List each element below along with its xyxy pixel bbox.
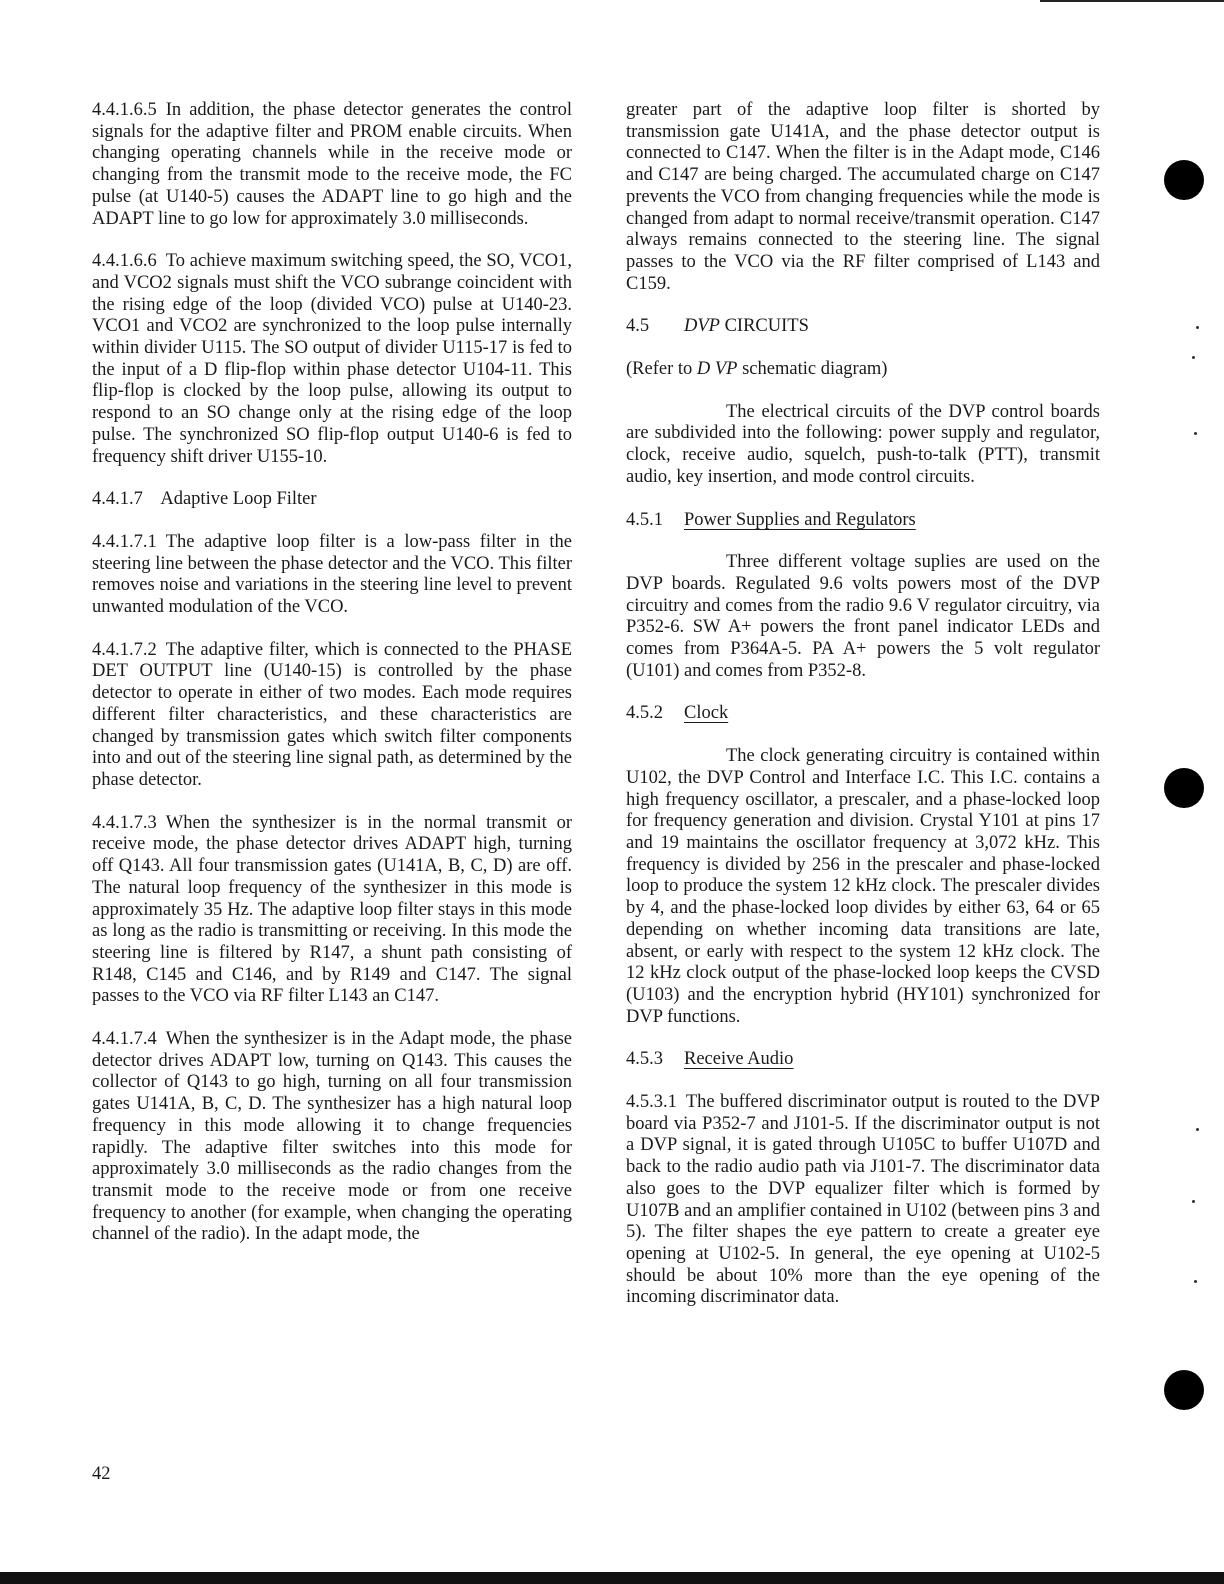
paragraph-number: 4.4.1.7.1 [92, 531, 157, 552]
paragraph-4-4-1-7-3 [92, 813, 572, 1008]
heading-number: 4.5 [626, 316, 650, 337]
scan-speck [1192, 356, 1195, 359]
paragraph-4-5-3-1 [626, 1092, 1100, 1309]
paragraph-body: the steering line between the phase detector and the VCO. This filter removes noise and variations in the steering line level to prevent unwanted modulation of the VCO. [92, 531, 572, 618]
scan-speck [1196, 1128, 1199, 1131]
heading-text: Clock [684, 703, 729, 724]
page-number: 42 [92, 1464, 111, 1484]
punch-hole-bottom [1164, 1370, 1204, 1410]
heading-number: 4.5.3 [626, 1049, 663, 1070]
paragraph-first-line: The buffered discriminator output is routed to [685, 1092, 1030, 1113]
punch-hole-top [1164, 160, 1204, 200]
paragraph-first-line: When the synthesizer is in the Adapt mode, [165, 1029, 496, 1050]
paragraph-continuation: greater part of the adaptive loop filter is shorted by transmission gate U141A, and the phase detector output is connected to C147. When the filter is in the Adapt mode, C146 and C147 are being charged. The accumulated charge on C147 prevents the VCO from changing frequencies while the mode is changed from adapt to normal receive/transmit operation. C147 always remains connected to the steering line. The signal passes to the VCO via the RF filter comprised of L143 and C159. [626, 100, 1100, 294]
paragraph-body: control signals for the adaptive filter and PROM enable circuits. When changing operating channels while in the receive mode or changing from the transmit mode to the receive mode, the FC pulse (at U140-5) causes the ADAPT line to go high and the ADAPT line to go low for approximately 3.0 milliseconds. [92, 100, 572, 229]
paragraph-first-line: In addition, the phase detector generates the [165, 100, 512, 120]
paragraph-4-5-2: The clock generating circuitry is contained within U102, the DVP Control and Interface I.C. This I.C. contains a high frequency oscillator, a prescaler, and a phase-locked loop for frequency generation and division. Crystal Y101 at pins 17 and 19 maintains the oscillator frequency at 3,072 kHz. This frequency is divided by 256 in the prescaler and phase-locked loop to produce the system 12 kHz clock. The prescaler divides by 4, and the phase-locked loop divides by either 63, 64 or 65 depending on whether incoming data transitions are late, absent, or early with respect to the system 12 kHz clock. The 12 kHz clock output of the phase-locked loop keeps the CVSD (U103) and the encryption hybrid (HY101) synchronized for DVP functions. [626, 746, 1100, 1027]
paragraph-4-4-1-7-4 [92, 1029, 572, 1246]
paragraph-first-line: To achieve maximum switching speed, the [165, 251, 482, 272]
paragraph-body: the DVP board via P352-7 and J101-5. If the discriminator output is not a DVP signal, it is gated through U105C to buffer U107D and back to the radio audio path via J101-7. The discriminator data also goes to the DVP equalizer filter which is formed by U107B and an amplifier contained in U102 (between pins 3 and 5). The filter shapes the eye pattern to create a greater eye opening at U102-5. In general, the eye opening at U102-5 should be about 10% more than the eye opening of the incoming discriminator data. [626, 1092, 1100, 1308]
paragraph-first-line: The adaptive filter, which is connected to the [165, 639, 508, 660]
heading-number: 4.5.1 [626, 509, 663, 530]
paragraph-first-line: When the synthesizer is in the normal [165, 812, 477, 833]
subheading-dvp: D VP [696, 359, 738, 380]
subheading-text-a: (Refer to [626, 359, 697, 380]
scan-speck [1192, 1200, 1195, 1203]
section-heading-4-5-2 [626, 703, 1100, 725]
section-heading-4-5 [626, 316, 1100, 338]
bottom-edge-rule [0, 1572, 1224, 1584]
scan-speck [1194, 432, 1197, 435]
heading-text: Receive Audio [684, 1049, 794, 1070]
paragraph-number: 4.4.1.7.2 [92, 639, 157, 660]
paragraph-4-4-1-7-2 [92, 640, 572, 792]
paragraph-4-5: The electrical circuits of the DVP control boards are subdivided into the following: power supply and regulator, clock, receive audio, squelch, push-to-talk (PTT), transmit audio, key insertion, and mode control circuits. [626, 401, 1100, 487]
paragraph-number: 4.5.3.1 [626, 1092, 677, 1113]
paragraph-body: PHASE DET OUTPUT line (U140-15) is controlled by the phase detector to operate in either of two modes. Each mode requires different filter characteristics, and these characteristics are changed by transmission gates which switch filter components into and out of the steering line signal path, as determined by the phase detector. [92, 639, 572, 790]
heading-text: CIRCUITS [724, 316, 809, 337]
paragraph-4-4-1-7-1 [92, 532, 572, 619]
scan-speck [1194, 1280, 1197, 1283]
paragraph-4-5-1: Three different voltage suplies are used on the DVP boards. Regulated 9.6 volts powers most of the DVP circuitry and comes from the radio 9.6 V regulator circuitry, via P352-6. SW A+ powers the front panel indicator LEDs and comes from P364A-5. PA A+ powers the 5 volt regulator (U101) and comes from P352-8. [626, 552, 1100, 681]
left-column [92, 100, 572, 1267]
paragraph-4-4-1-6-6 [92, 251, 572, 468]
scan-speck [1196, 326, 1199, 329]
heading-text: Power Supplies and Regulators [684, 509, 916, 530]
paragraph-number: 4.4.1.6.5 [92, 100, 157, 120]
heading-dvp: DVP [684, 316, 720, 337]
heading-number: 4.5.2 [626, 703, 663, 724]
section-heading-4-5-3 [626, 1049, 1100, 1071]
paragraph-number: 4.4.1.6.6 [92, 251, 157, 272]
paragraph-4-4-1-6-5 [92, 100, 572, 230]
paragraph-number: 4.4.1.7.3 [92, 812, 157, 833]
section-heading-4-5-1 [626, 510, 1100, 532]
paragraph-body: transmit or receive mode, the phase detector drives ADAPT high, turning off Q143. All four transmission gates (U141A, B, C, D) are off. The natural loop frequency of the synthesizer in this mode is approximately 35 Hz. The adaptive loop filter stays in this mode as long as the radio is transmitting or receiving. In this mode the steering line is filtered by R147, a shunt path consisting of R148, C145 and C146, and by R149 and C147. The signal passes to the VCO via RF filter L143 an C147. [92, 812, 573, 1007]
paragraph-number: 4.4.1.7.4 [92, 1029, 157, 1050]
subheading-text-b: schematic diagram) [737, 359, 888, 380]
punch-hole-middle [1164, 768, 1204, 808]
section-subheading-4-5 [626, 359, 1100, 381]
paragraph-body: SO, VCO1, and VCO2 signals must shift the VCO subrange coincident with the rising edge of the loop (divided VCO) pulse at U140-23. VCO1 and VCO2 are synchronized to the loop pulse internally within divider U115. The SO output of divider U115-17 is fed to the input of a D flip-flop within phase detector U104-11. This flip-flop is clocked by the loop pulse, allowing its output to respond to an SO change only at the rising edge of the loop pulse. The synchronized SO flip-flop output U140-6 is fed to frequency shift driver U155-10. [92, 251, 573, 467]
top-edge-rule [1040, 0, 1224, 2]
section-heading-4-4-1-7: 4.4.1.7 Adaptive Loop Filter [92, 489, 317, 510]
paragraph-body: the phase detector drives ADAPT low, turning on Q143. This causes the collector of Q143 to go high, turning on all four transmission gates U141A, B, C, D. The synthesizer has a high natural loop frequency in this mode allowing it to change frequencies rapidly. The adaptive filter switches into this mode for approximately 3.0 milliseconds as the radio changes from the transmit mode to the receive mode or from one receive frequency to another (for example, when changing the operating channel of the radio). In the adapt mode, the [92, 1029, 572, 1245]
paragraph-first-line: The adaptive loop filter is a low-pass filter in [165, 531, 540, 552]
right-column [626, 100, 1100, 1330]
